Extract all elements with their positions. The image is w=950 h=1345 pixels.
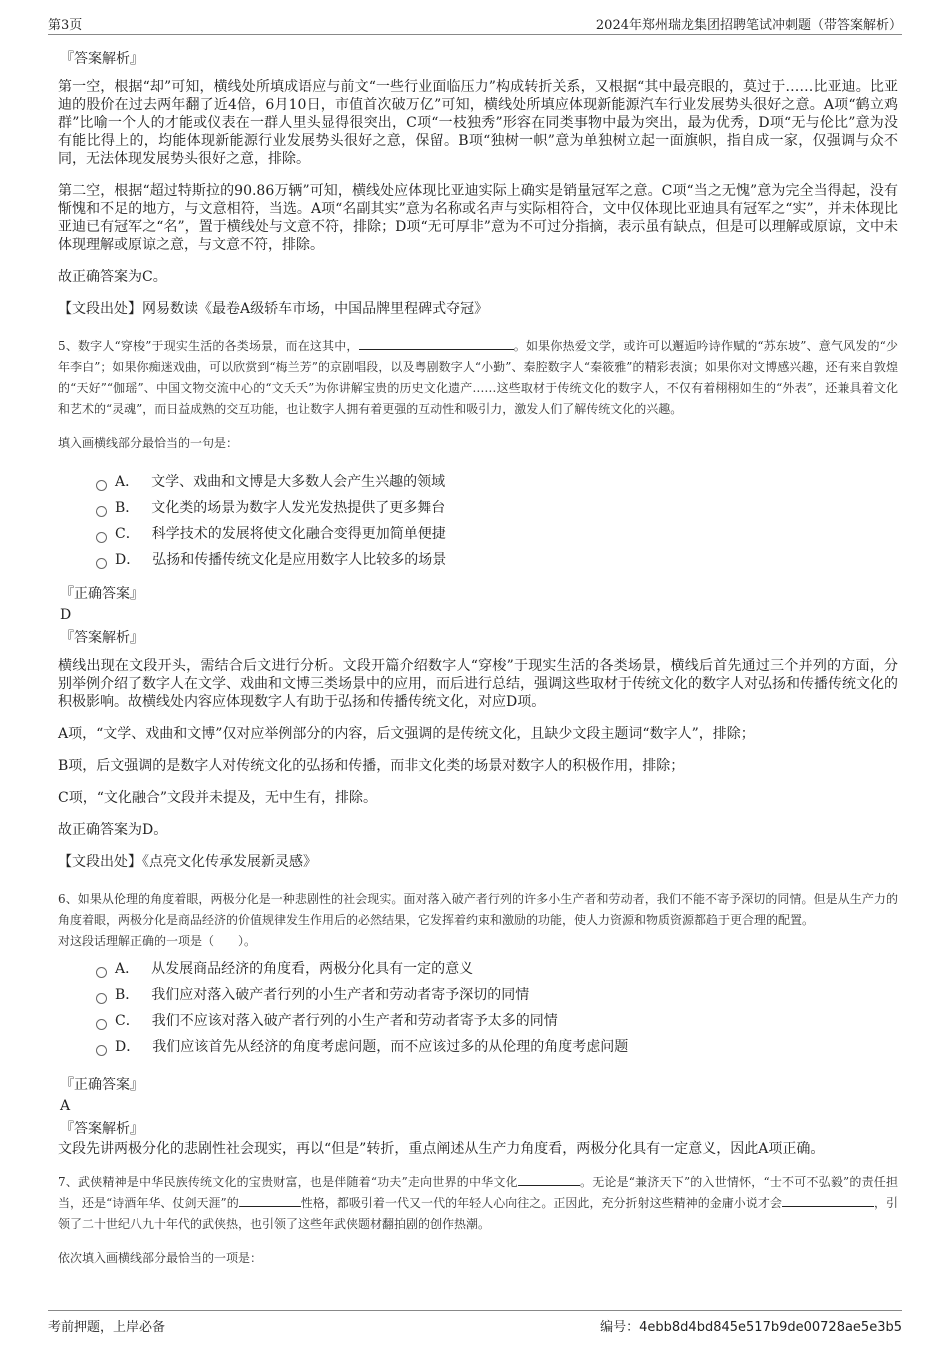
q7-stem-part-3: 性格，都吸引着一代又一代的年轻人心向往之。正因此，充分折射这些精神的金庸小说才会	[300, 1196, 782, 1210]
option-text: 从发展商品经济的角度看，两极分化具有一定的意义	[151, 961, 474, 977]
radio-icon[interactable]	[96, 480, 107, 491]
q4-analysis-paragraph-1: 第一空，根据“却”可知，横线处所填成语应与前文“一些行业面临压力”构成转折关系，又根据“其中最亮眼的，莫过于……比亚迪。比亚迪的股价在过去两年翻了近4倍，6月10日，市值首次破万亿”可知，横线处所填应体现新能源汽车行业发展势头很好之意。A项“鹤立鸡群”比喻一个人的才能或仪表在一群人里头显得很突出，C项“一枝独秀”形容在同类事物中最为突出，最为优秀，D项“无与伦比”意为没有能比得上的，均能体现新能源行业发展势头很好之意，保留。B项“独树一帜”意为单独树立起一面旗帜，指自成一家，仅强调与众不同，无法体现发展势头很好之意，排除。	[58, 79, 898, 167]
q4-source: 【文段出处】网易数读《最卷A级轿车市场，中国品牌里程碑式夺冠》	[58, 301, 489, 317]
option-text: 文化类的场景为数字人发光发热提供了更多舞台	[151, 500, 446, 516]
q6-analysis: 文段先讲两极分化的悲剧性社会现实，再以“但是”转折，重点阐述从生产力角度看，两极分化具有一定意义，因此A项正确。	[58, 1141, 825, 1157]
option-text: 我们应该首先从经济的角度考虑问题，而不应该过多的从伦理的角度考虑问题	[152, 1039, 629, 1055]
radio-icon[interactable]	[96, 558, 107, 569]
page-number: 第3页	[48, 18, 83, 33]
q5-stem-before: 5、数字人“穿梭”于现实生活的各类场景，而在这其中，	[58, 339, 359, 353]
q6-answer-label: 『正确答案』	[60, 1077, 144, 1093]
footer-slogan: 考前押题，上岸必备	[48, 1320, 166, 1335]
document-title: 2024年郑州瑞龙集团招聘笔试冲刺题（带答案解析）	[595, 18, 902, 33]
option-letter: D．	[115, 552, 141, 568]
q5-analysis-paragraph-4: C项，“文化融合”文段并未提及，无中生有，排除。	[58, 790, 378, 806]
option-text: 弘扬和传播传统文化是应用数字人比较多的场景	[152, 552, 447, 568]
q5-prompt: 填入画横线部分最恰当的一句是：	[58, 436, 239, 450]
option-letter: B．	[115, 987, 140, 1003]
document-code-label: 编号：	[600, 1320, 640, 1335]
option-letter: B．	[115, 500, 140, 516]
q4-analysis-label: 『答案解析』	[60, 51, 144, 67]
radio-icon[interactable]	[96, 1045, 107, 1056]
option-text: 科学技术的发展将使文化融合变得更加简单便捷	[151, 526, 446, 542]
q5-analysis-paragraph-2: A项，“文学、戏曲和文博”仅对应举例部分的内容，后文强调的是传统文化，且缺少文段主题词“数字人”，排除；	[58, 726, 755, 742]
radio-icon[interactable]	[96, 967, 107, 978]
q5-option-a[interactable]	[96, 469, 898, 495]
q5-stem	[58, 336, 898, 420]
document-code-value: 4ebb8d4bd845e517b9de00728ae5e3b5	[639, 1320, 902, 1335]
page-content	[58, 46, 898, 1284]
q6-stem: 6、如果从伦理的角度着眼，两极分化是一种悲剧性的社会现实。面对落入破产者行列的许多小生产者和劳动者，我们不能不寄予深切的同情。但是从生产力的角度着眼，两极分化是商品经济的价值规律发生作用后的必然结果，它发挥着约束和激励的功能，使人力资源和物质资源都趋于更合理的配置。	[58, 892, 898, 927]
q7-prompt: 依次填入画横线部分最恰当的一项是：	[58, 1251, 263, 1265]
q5-option-d[interactable]	[96, 547, 898, 573]
option-letter: C．	[115, 1013, 140, 1029]
q5-conclusion: 故正确答案为D。	[58, 822, 168, 838]
q5-answer-label: 『正确答案』	[60, 586, 144, 602]
q5-option-b[interactable]	[96, 495, 898, 521]
option-text: 我们不应该对落入破产者行列的小生产者和劳动者寄予太多的同情	[151, 1013, 558, 1029]
document-code	[600, 1316, 902, 1335]
q5-analysis-paragraph-1: 横线出现在文段开头，需结合后文进行分析。文段开篇介绍数字人“穿梭”于现实生活的各类场景，横线后首先通过三个并列的方面，分别举例介绍了数字人在文学、戏曲和文博三类场景中的应用，而后进行总结，强调这些取材于传统文化的数字人对弘扬和传播传统文化的积极影响。故横线处内容应体现数字人有助于弘扬和传播传统文化，对应D项。	[58, 658, 898, 710]
q7-stem-part-2: 。无论是“兼济天下”的入世情怀，“士不可不弘毅”的责任担当，还是“诗酒年华、仗剑天涯”的	[58, 1175, 898, 1210]
option-letter: C．	[115, 526, 140, 542]
q7-blank-3	[782, 1194, 874, 1207]
q6-option-d[interactable]	[96, 1034, 898, 1060]
q7-stem-part-1: 7、武侠精神是中华民族传统文化的宝贵财富，也是伴随着“功夫”走向世界的中华文化	[58, 1175, 518, 1189]
q5-analysis-paragraph-3: B项，后文强调的是数字人对传统文化的弘扬和传播，而非文化类的场景对数字人的积极作用，排除；	[58, 758, 685, 774]
q5-source: 【文段出处】《点亮文化传承发展新灵感》	[58, 854, 317, 870]
q5-blank	[359, 337, 514, 350]
option-text: 文学、戏曲和文博是大多数人会产生兴趣的领域	[151, 474, 446, 490]
q7-stem	[58, 1172, 898, 1235]
option-letter: A．	[115, 474, 140, 490]
q6-options	[96, 956, 898, 1060]
q4-conclusion: 故正确答案为C。	[58, 269, 167, 285]
option-letter: A．	[115, 961, 140, 977]
q5-analysis-label: 『答案解析』	[60, 630, 144, 646]
q5-stem-after: 。如果你热爱文学，或许可以邂逅吟诗作赋的“苏东坡”、意气风发的“少年李白”；如果你痴迷戏曲，可以欣赏到“梅兰芳”的京剧唱段，以及粤剧数字人“小勤”、秦腔数字人“秦筱雅”的精彩表演；如果你对文博感兴趣，还有来自敦煌的“天好”“伽瑶”、中国文物交流中心的“文夭夭”为你讲解宝贵的历史文化遗产……这些取材于传统文化的数字人，不仅有着栩栩如生的“外表”，还兼具着文化和艺术的“灵魂”，而日益成熟的交互功能，也让数字人拥有着更强的互动性和吸引力，激发人们了解传统文化的兴趣。	[58, 339, 898, 416]
q7-stem-part-4: ，引领了二十世纪八九十年代的武侠热，也引领了这些年武侠题材翻拍剧的创作热潮。	[58, 1196, 898, 1231]
page-footer	[48, 1310, 902, 1335]
q5-option-c[interactable]	[96, 521, 898, 547]
q6-option-a[interactable]	[96, 956, 898, 982]
q5-options	[96, 469, 898, 573]
option-letter: D．	[115, 1039, 141, 1055]
q7-blank-1	[518, 1173, 580, 1186]
q5-answer: D	[60, 607, 72, 623]
q6-option-b[interactable]	[96, 982, 898, 1008]
option-text: 我们应对落入破产者行列的小生产者和劳动者寄予深切的同情	[151, 987, 530, 1003]
radio-icon[interactable]	[96, 506, 107, 517]
radio-icon[interactable]	[96, 993, 107, 1004]
page-header	[48, 12, 902, 35]
q7-blank-2	[239, 1194, 301, 1207]
q6-prompt: 对这段话理解正确的一项是（ ）。	[58, 934, 257, 948]
radio-icon[interactable]	[96, 1019, 107, 1030]
q4-analysis-paragraph-2: 第二空，根据“超过特斯拉的90.86万辆”可知，横线处应体现比亚迪实际上确实是销量冠军之意。C项“当之无愧”意为完全当得起，没有惭愧和不足的地方，与文意相符，当选。A项“名副其实”意为名称或名声与实际相符合，文中仅体现比亚迪具有冠军之“实”，并未体现比亚迪已有冠军之“名”，置于横线处与文意不符，排除；D项“无可厚非”意为不可过分指摘，表示虽有缺点，但是可以理解或原谅，文中未体现理解或原谅之意，与文意不符，排除。	[58, 183, 898, 253]
q6-answer: A	[60, 1098, 71, 1114]
radio-icon[interactable]	[96, 532, 107, 543]
q6-option-c[interactable]	[96, 1008, 898, 1034]
q6-analysis-label: 『答案解析』	[60, 1121, 144, 1137]
